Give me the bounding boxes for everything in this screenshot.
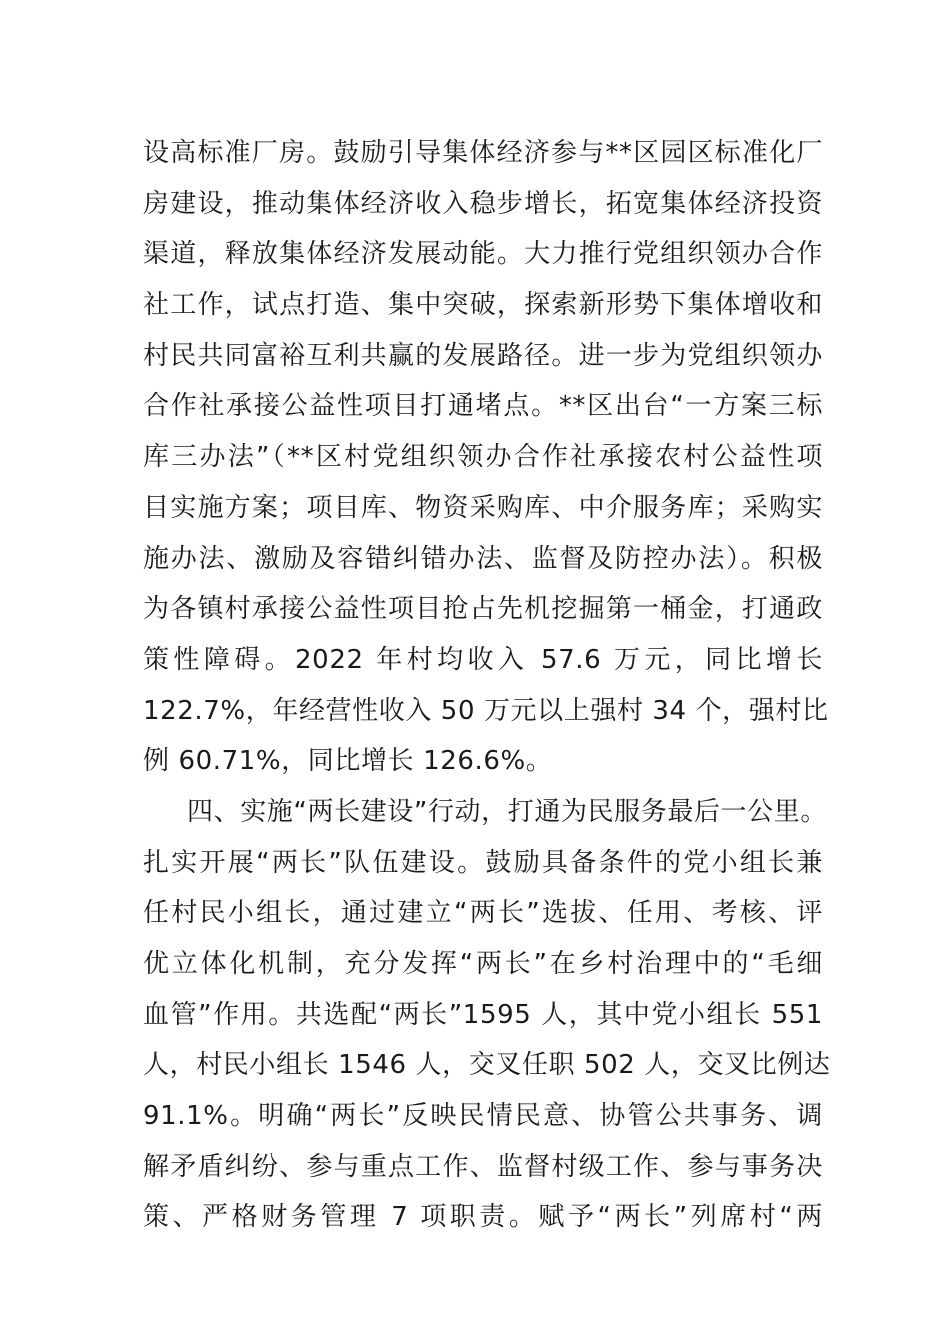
text-line: 社工作，试点打造、集中突破，探索新形势下集体增收和: [143, 290, 823, 321]
text-line: 解矛盾纠纷、参与重点工作、监督村级工作、参与事务决: [143, 1151, 823, 1182]
text-line: 库三办法”（**区村党组织领办合作社承接农村公益性项: [143, 442, 823, 473]
body-text: [143, 128, 831, 1243]
text-line: 策、严格财务管理 7 项职责。赋予“两长”列席村“两: [143, 1202, 823, 1233]
text-line: 村民共同富裕互利共赢的发展路径。进一步为党组织领办: [143, 340, 823, 371]
text-line: 扎实开展“两长”队伍建设。鼓励具备条件的党小组长兼: [143, 847, 823, 878]
text-line: 渠道，释放集体经济发展动能。大力推行党组织领办合作: [143, 239, 823, 270]
text-line: 设高标准厂房。鼓励引导集体经济参与**区园区标准化厂: [143, 138, 823, 168]
text-line: 血管”作用。共选配“两长”1595 人，其中党小组长 551: [143, 999, 823, 1030]
text-line: 任村民小组长，通过建立“两长”选拔、任用、考核、评: [143, 898, 823, 929]
text-line: 人，村民小组长 1546 人，交叉任职 502 人，交叉比例达: [143, 1050, 831, 1081]
text-line: 例 60.71%，同比增长 126.6%。: [143, 746, 553, 777]
text-line: 策性障碍。2022 年村均收入 57.6 万元，同比增长: [143, 644, 823, 675]
text-line: 122.7%，年经营性收入 50 万元以上强村 34 个，强村比: [143, 695, 829, 726]
section-heading: 四、实施“两长建设”行动，打通为民服务最后一公里。: [187, 796, 827, 827]
text-line: 优立体化机制，充分发挥“两长”在乡村治理中的“毛细: [143, 949, 823, 979]
text-line: 为各镇村承接公益性项目抢占先机挖掘第一桶金，打通政: [143, 594, 823, 625]
text-line: 合作社承接公益性项目打通堵点。**区出台“一方案三标: [143, 391, 823, 422]
text-line: 房建设，推动集体经济收入稳步增长，拓宽集体经济投资: [143, 188, 823, 219]
text-line: 施办法、激励及容错纠错办法、监督及防控办法）。积极: [143, 543, 823, 574]
text-line: 91.1%。明确“两长”反映民情民意、协管公共事务、调: [143, 1101, 823, 1132]
text-line: 目实施方案；项目库、物资采购库、中介服务库；采购实: [143, 492, 823, 523]
